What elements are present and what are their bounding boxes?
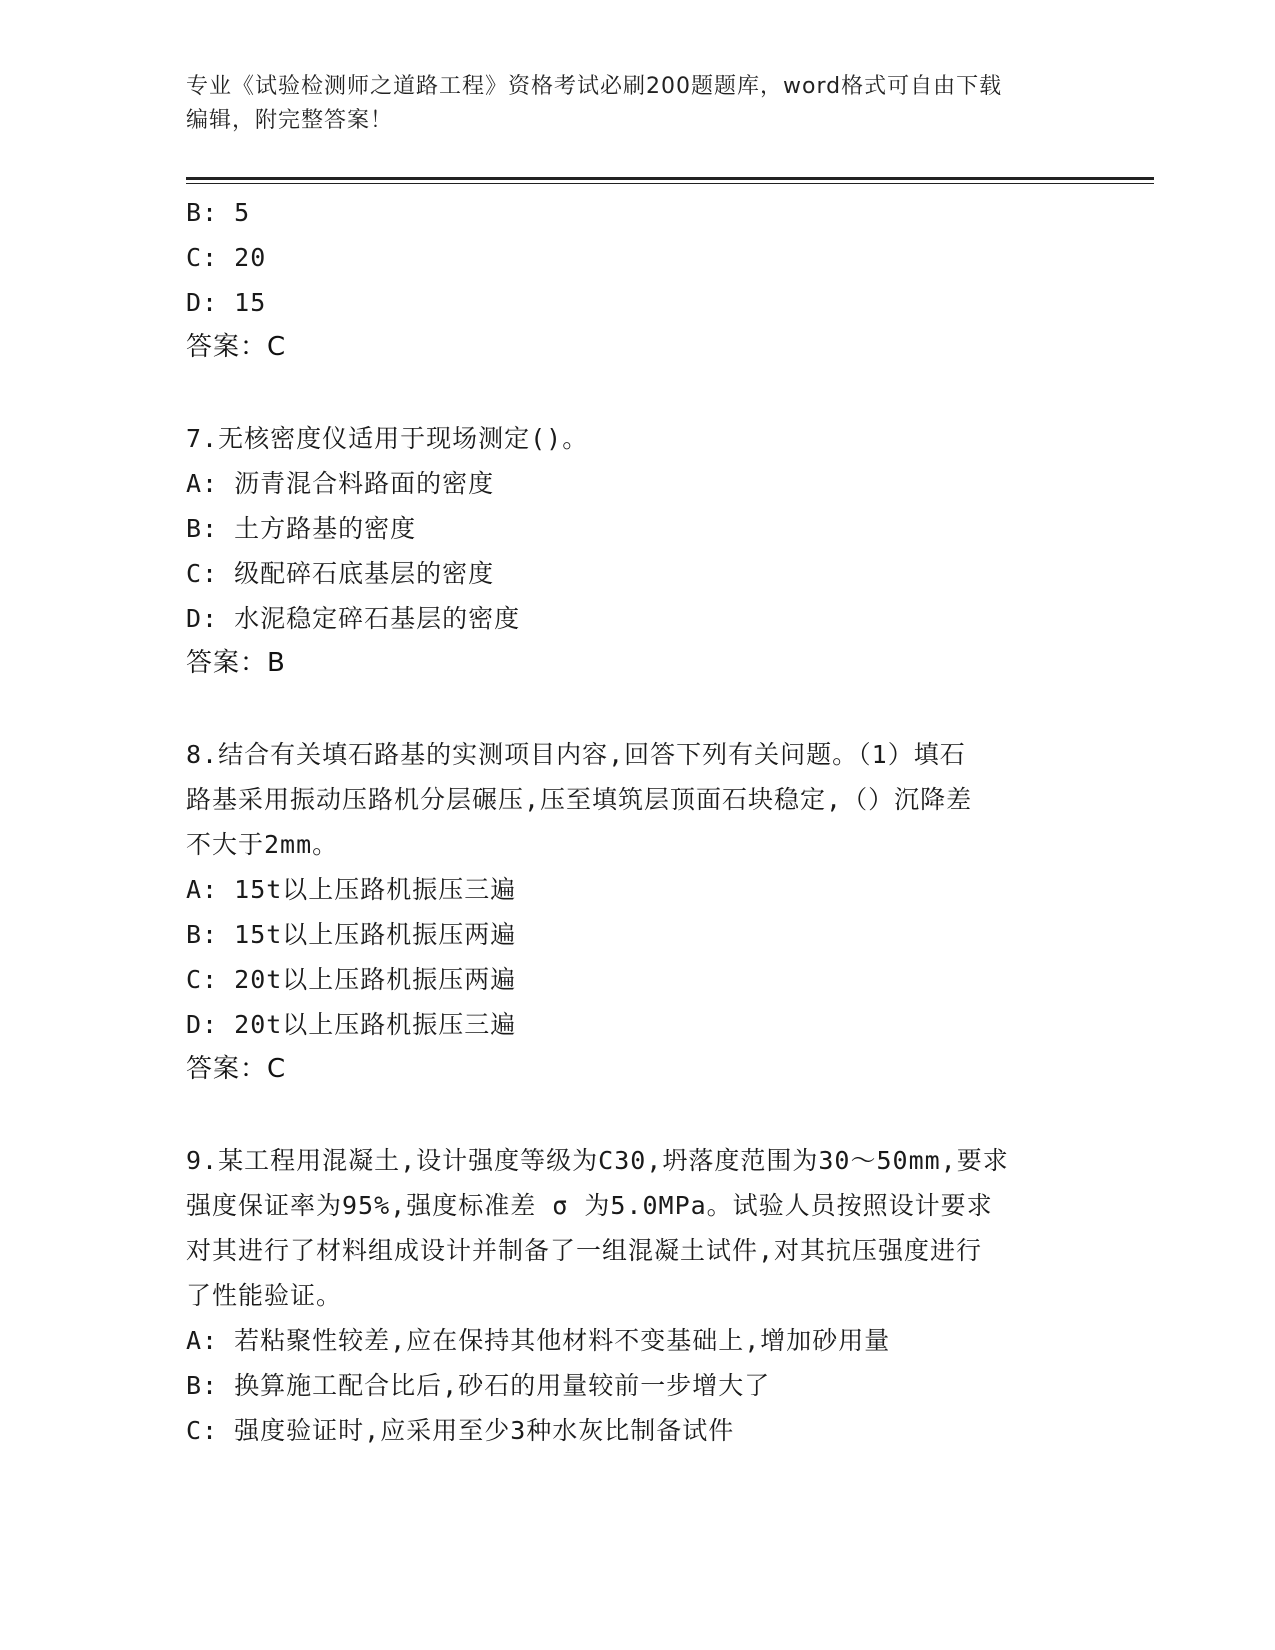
option-a: A: 若粘聚性较差,应在保持其他材料不变基础上,增加砂用量 [186, 1326, 891, 1355]
question-7 [186, 416, 1086, 686]
option-b: B: 15t以上压路机振压两遍 [186, 920, 517, 949]
document-body [186, 190, 1086, 1453]
answer-line: 答案：C [186, 1054, 287, 1084]
option-c: C: 级配碎石底基层的密度 [186, 559, 495, 588]
option-b: B: 土方路基的密度 [186, 514, 417, 543]
option-b: B: 5 [186, 198, 251, 227]
option-d: D: 20t以上压路机振压三遍 [186, 1010, 517, 1039]
option-a: A: 沥青混合料路面的密度 [186, 469, 495, 498]
document-header [186, 70, 1086, 138]
question-text: 不大于2mm。 [186, 830, 339, 859]
option-b: B: 换算施工配合比后,砂石的用量较前一步增大了 [186, 1371, 771, 1400]
spacer [186, 370, 1086, 416]
header-title-line-1: 专业《试验检测师之道路工程》资格考试必刷200题题库，word格式可自由下载 [186, 74, 1003, 99]
option-c: C: 20 [186, 243, 267, 272]
spacer [186, 686, 1086, 732]
question-text: 了性能验证。 [186, 1281, 343, 1310]
question-text: 9.某工程用混凝土,设计强度等级为C30,坍落度范围为30～50mm,要求 [186, 1146, 1009, 1175]
answer-line: 答案：C [186, 332, 287, 362]
question-text: 7.无核密度仪适用于现场测定()。 [186, 424, 589, 453]
option-d: D: 15 [186, 288, 267, 317]
option-a: A: 15t以上压路机振压三遍 [186, 875, 517, 904]
header-divider-thin [186, 183, 1154, 184]
question-text: 强度保证率为95%,强度标准差 σ 为5.0MPa。试验人员按照设计要求 [186, 1191, 993, 1220]
question-8 [186, 732, 1086, 1092]
option-d: D: 水泥稳定碎石基层的密度 [186, 604, 521, 633]
option-c: C: 20t以上压路机振压两遍 [186, 965, 517, 994]
answer-line: 答案：B [186, 648, 286, 678]
header-divider-thick [186, 177, 1154, 180]
question-6 [186, 190, 1086, 370]
question-text: 8.结合有关填石路基的实测项目内容,回答下列有关问题。（1）填石 [186, 740, 966, 769]
spacer [186, 1092, 1086, 1138]
question-text: 路基采用振动压路机分层碾压,压至填筑层顶面石块稳定,（）沉降差 [186, 785, 973, 814]
header-title-line-2: 编辑，附完整答案！ [186, 108, 394, 133]
question-9 [186, 1138, 1086, 1453]
option-c: C: 强度验证时,应采用至少3种水灰比制备试件 [186, 1416, 735, 1445]
question-text: 对其进行了材料组成设计并制备了一组混凝土试件,对其抗压强度进行 [186, 1236, 983, 1265]
